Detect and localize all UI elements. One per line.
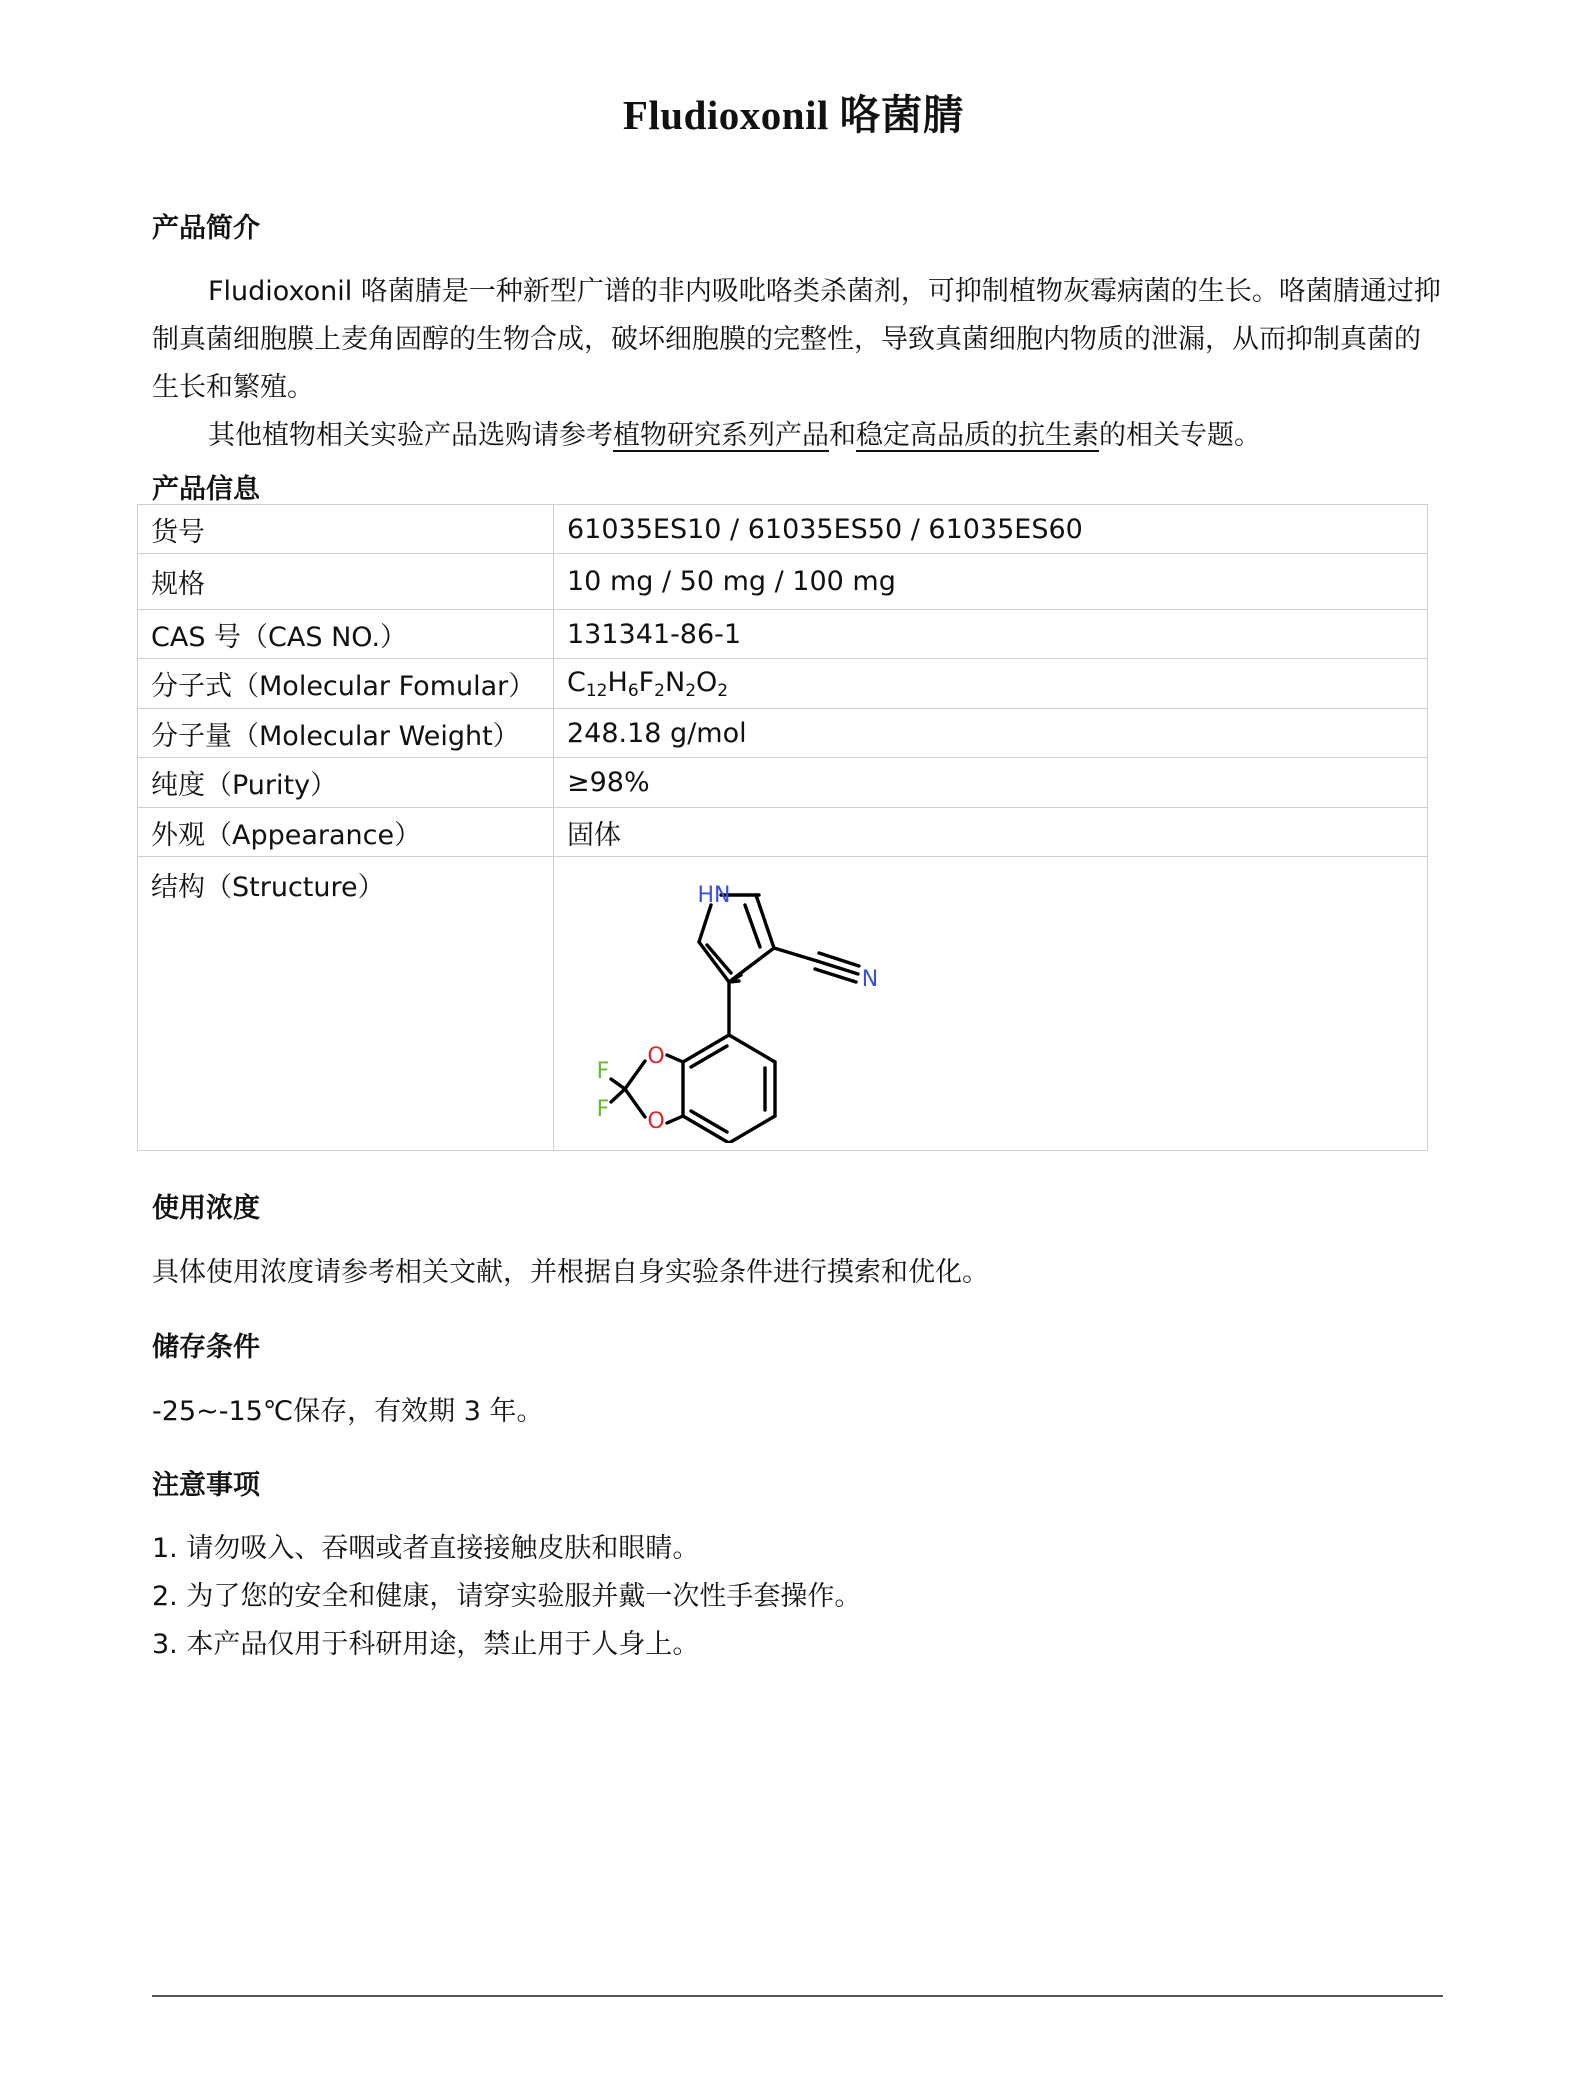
row-key: 纯度（Purity） [138, 758, 554, 808]
formula-element: C [567, 666, 586, 698]
molecular-formula [554, 659, 1428, 709]
row-key: CAS 号（CAS NO.） [138, 610, 554, 659]
atom-o-bottom: O [647, 1109, 665, 1134]
intro-paragraph: Fludioxonil 咯菌腈是一种新型广谱的非内吸吡咯类杀菌剂，可抑制植物灰霉病菌的生长。咯菌腈通过抑制真菌细胞膜上麦角固醇的生物合成，破坏细胞膜的完整性，导致真菌细胞内物质的泄漏，从而抑制真菌的生长和繁殖。 [152, 276, 1441, 403]
structure-bonds [611, 895, 859, 1143]
row-key: 结构（Structure） [138, 857, 554, 1151]
notes-heading: 注意事项 [152, 1470, 260, 1501]
formula-count: 2 [685, 680, 697, 701]
row-value: ≥98% [554, 758, 1428, 808]
table-row [138, 610, 1428, 659]
formula-element: N [665, 666, 686, 698]
product-info-table [137, 504, 1428, 1151]
row-value: 61035ES10 / 61035ES50 / 61035ES60 [554, 505, 1428, 554]
atom-f-bottom: F [596, 1097, 610, 1122]
intro-suffix: 的相关专题。 [1099, 420, 1261, 451]
row-key: 分子式（Molecular Fomular） [138, 659, 554, 709]
antibiotics-link[interactable]: 稳定高品质的抗生素 [856, 420, 1099, 451]
atom-o-top: O [647, 1044, 665, 1069]
footer-divider [152, 1995, 1443, 1997]
formula-count: 12 [585, 680, 608, 701]
formula-element: H [607, 666, 628, 698]
plant-research-link[interactable]: 植物研究系列产品 [613, 420, 829, 451]
intro-prefix: 其他植物相关实验产品选购请参考 [208, 420, 613, 451]
structure-cell [554, 857, 1428, 1151]
table-row [138, 808, 1428, 857]
intro-middle: 和 [829, 420, 856, 451]
row-key: 分子量（Molecular Weight） [138, 709, 554, 758]
intro-paragraph-links [152, 412, 1442, 460]
atom-f-top: F [596, 1059, 610, 1084]
row-key: 货号 [138, 505, 554, 554]
notes-item: 2. 为了您的安全和健康，请穿实验服并戴一次性手套操作。 [152, 1581, 862, 1612]
table-row [138, 505, 1428, 554]
table-row [138, 554, 1428, 610]
chemical-structure [567, 865, 967, 1143]
row-value: 248.18 g/mol [554, 709, 1428, 758]
row-value: 10 mg / 50 mg / 100 mg [554, 554, 1428, 610]
intro-heading: 产品简介 [152, 213, 260, 244]
row-value: 固体 [554, 808, 1428, 857]
table-row [138, 709, 1428, 758]
row-value: 131341-86-1 [554, 610, 1428, 659]
info-heading: 产品信息 [152, 474, 260, 505]
formula-count: 6 [627, 680, 639, 701]
usage-heading: 使用浓度 [152, 1193, 260, 1224]
page-title: Fludioxonil 咯菌腈 [622, 92, 965, 138]
table-row [138, 659, 1428, 709]
atom-n: N [861, 967, 879, 992]
notes-item: 1. 请勿吸入、吞咽或者直接接触皮肤和眼睛。 [152, 1533, 700, 1564]
table-row [138, 857, 1428, 1151]
atom-nh: HN [697, 883, 731, 908]
formula-count: 2 [717, 680, 729, 701]
formula-element: O [696, 666, 718, 698]
table-row [138, 758, 1428, 808]
storage-heading: 储存条件 [152, 1332, 260, 1363]
formula-element: F [638, 666, 655, 698]
formula-count: 2 [654, 680, 665, 701]
usage-text: 具体使用浓度请参考相关文献，并根据自身实验条件进行摸索和优化。 [152, 1257, 989, 1288]
notes-item: 3. 本产品仅用于科研用途，禁止用于人身上。 [152, 1629, 700, 1660]
row-key: 外观（Appearance） [138, 808, 554, 857]
row-key: 规格 [138, 554, 554, 610]
storage-text: -25~-15℃保存，有效期 3 年。 [152, 1396, 544, 1427]
